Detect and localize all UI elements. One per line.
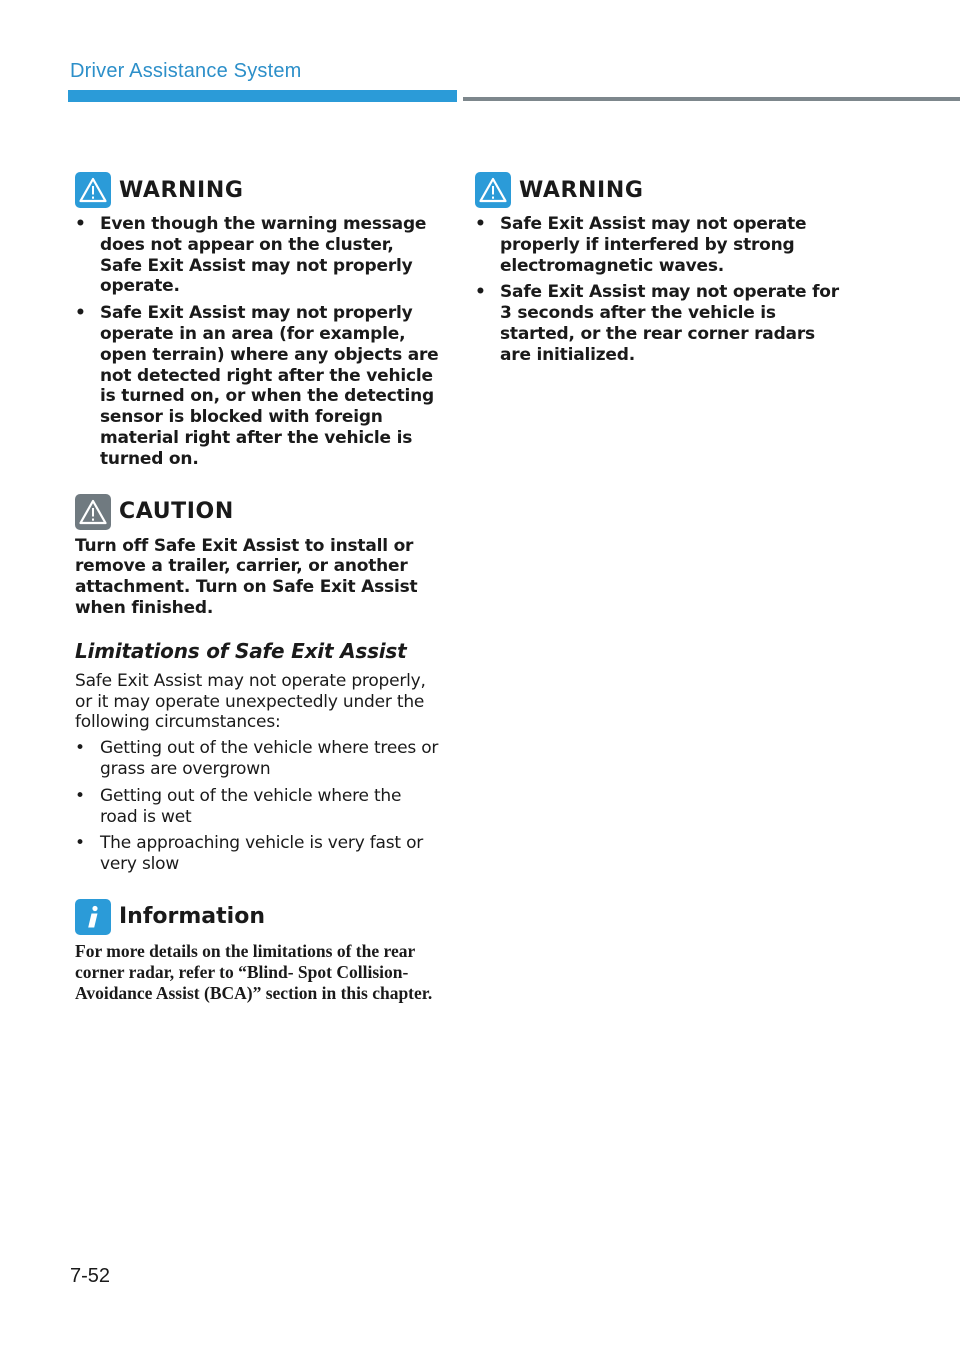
warning-header xyxy=(75,172,440,208)
list-item: • Getting out of the vehicle where trees or grass are overgrown xyxy=(75,738,440,780)
warning-list xyxy=(475,214,840,366)
list-item: • Safe Exit Assist may not operate for 3 seconds after the vehicle is started, or the rear corner radars are initialized. xyxy=(475,282,840,365)
information-block xyxy=(75,899,440,1003)
list-item: • Safe Exit Assist may not operate properly if interfered by strong electromagnetic waves. xyxy=(475,214,840,276)
section-heading: Limitations of Safe Exit Assist xyxy=(75,638,407,663)
information-label: Information xyxy=(119,904,265,930)
warning-label: WARNING xyxy=(119,177,244,203)
information-text: For more details on the limitations of the rear corner radar, refer to “Blind- Spot Collision-Avoidance Assist (BCA)” section in this chapter. xyxy=(75,940,433,1003)
warning-header xyxy=(475,172,840,208)
caution-header xyxy=(75,494,440,530)
warning-block-right xyxy=(475,172,840,366)
limitations-list xyxy=(75,738,440,875)
list-item: • Even though the warning message does not appear on the cluster, Safe Exit Assist may not properly operate. xyxy=(75,214,440,297)
header-rule xyxy=(463,97,960,101)
list-item: • Safe Exit Assist may not properly operate in an area (for example, open terrain) where any objects are not detected right after the vehicle is turned on, or when the detecting sensor is blocked with foreign material right after the vehicle is turned on. xyxy=(75,303,440,469)
caution-block xyxy=(75,494,440,619)
caution-label: CAUTION xyxy=(119,499,234,525)
left-column xyxy=(75,172,440,1003)
page-number: 7-52 xyxy=(70,1265,111,1287)
caution-text: Turn off Safe Exit Assist to install or remove a trailer, carrier, or another attachment. Turn on Safe Exit Assist when finished. xyxy=(75,535,418,618)
warning-triangle-icon xyxy=(475,172,511,208)
warning-triangle-icon xyxy=(75,172,111,208)
limitations-section xyxy=(75,639,440,875)
running-header: Driver Assistance System xyxy=(70,60,302,82)
warning-list xyxy=(75,214,440,470)
list-item: • Getting out of the vehicle where the road is wet xyxy=(75,786,440,828)
header-accent-bar xyxy=(68,90,457,102)
warning-label: WARNING xyxy=(519,177,644,203)
info-icon xyxy=(75,899,111,935)
limitations-intro: Safe Exit Assist may not operate properly, or it may operate unexpectedly under the following circumstances: xyxy=(75,670,426,733)
information-header xyxy=(75,899,440,935)
warning-block-left xyxy=(75,172,440,470)
list-item: • The approaching vehicle is very fast or very slow xyxy=(75,833,440,875)
right-column xyxy=(475,172,840,372)
caution-triangle-icon xyxy=(75,494,111,530)
